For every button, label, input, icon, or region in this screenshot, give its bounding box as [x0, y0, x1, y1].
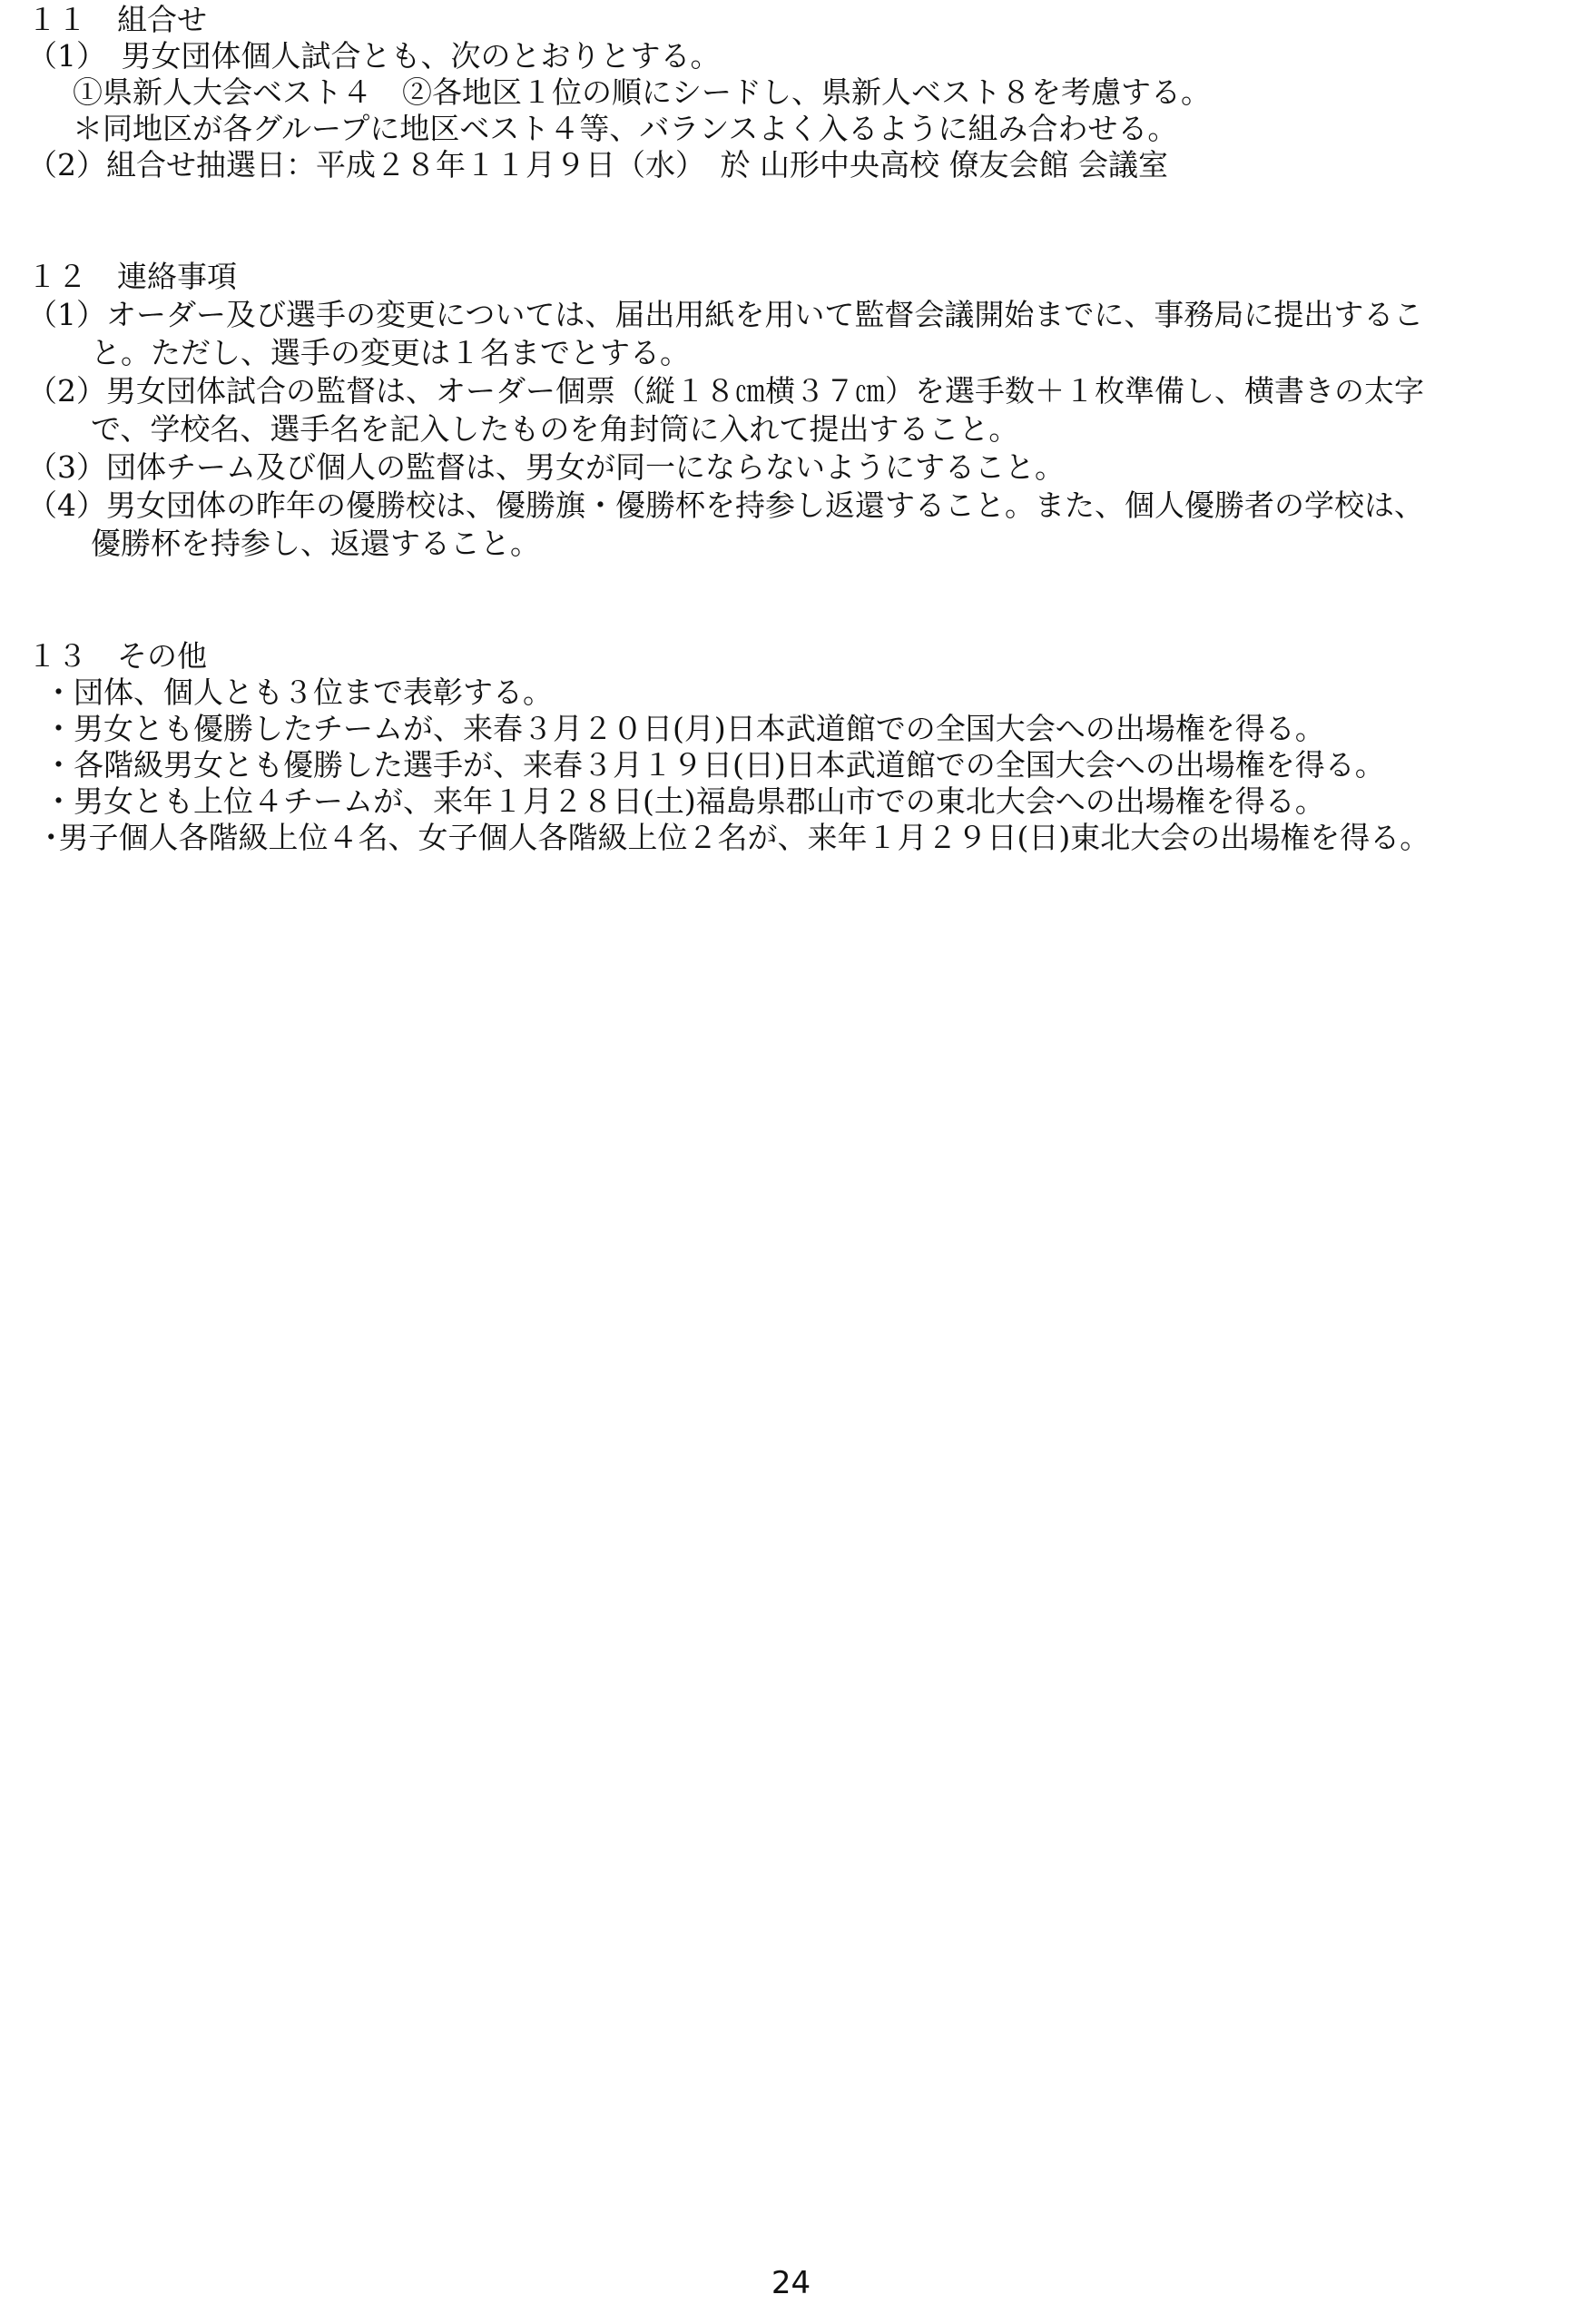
section-heading-12: １２ 連絡事項: [27, 259, 237, 294]
section-13-bullet-3: ・各階級男女とも優勝した選手が、来春３月１９日(日)日本武道館での全国大会への出場権を得る。: [44, 747, 1385, 783]
section-12-line-3: （2）男女団体試合の監督は、オーダー個票（縦１８㎝横３７㎝）を選手数＋１枚準備し、横書きの太字: [27, 373, 1424, 409]
section-13-bullet-1: ・団体、個人とも３位まで表彰する。: [44, 675, 553, 710]
section-12-line-5: （3）団体チーム及び個人の監督は、男女が同一にならないようにすること。: [27, 449, 1065, 485]
section-12-line-7: 優勝杯を持参し、返還すること。: [91, 526, 540, 561]
section-13-bullet-4: ・男女とも上位４チームが、来年１月２８日(土)福島県郡山市での東北大会への出場権を得る。: [44, 783, 1325, 819]
section-11-line-4: （2）組合せ抽選日：平成２８年１１月９日（水） 於 山形中央高校 僚友会館 会議室: [27, 147, 1168, 182]
section-13-bullet-5: ･男子個人各階級上位４名、女子個人各階級上位２名が、来年１月２９日(日)東北大会の出場権を得る。: [44, 820, 1430, 855]
page-number: 24: [771, 2265, 811, 2301]
section-13-bullet-2: ・男女とも優勝したチームが、来春３月２０日(月)日本武道館での全国大会への出場権を得る。: [44, 711, 1325, 746]
section-12-line-6: （4）男女団体の昨年の優勝校は、優勝旗・優勝杯を持参し返還すること。また、個人優勝者の学校は、: [27, 487, 1424, 523]
section-12-line-2: と。ただし、選手の変更は１名までとする。: [91, 335, 690, 370]
section-heading-13: １３ その他: [27, 638, 207, 674]
section-12-line-1: （1）オーダー及び選手の変更については、届出用紙を用いて監督会議開始までに、事務局に提出するこ: [27, 297, 1424, 332]
section-12-line-4: で、学校名、選手名を記入したものを角封筒に入れて提出すること。: [91, 411, 1019, 447]
section-11-line-2: ①県新人大会ベスト４ ②各地区１位の順にシードし、県新人ベスト８を考慮する。: [73, 74, 1211, 110]
section-heading-11: １１ 組合せ: [27, 2, 207, 37]
section-11-line-1: （1） 男女団体個人試合とも、次のとおりとする。: [27, 38, 721, 74]
section-11-line-3: ＊同地区が各グループに地区ベスト４等、バランスよく入るように組み合わせる。: [73, 111, 1178, 146]
